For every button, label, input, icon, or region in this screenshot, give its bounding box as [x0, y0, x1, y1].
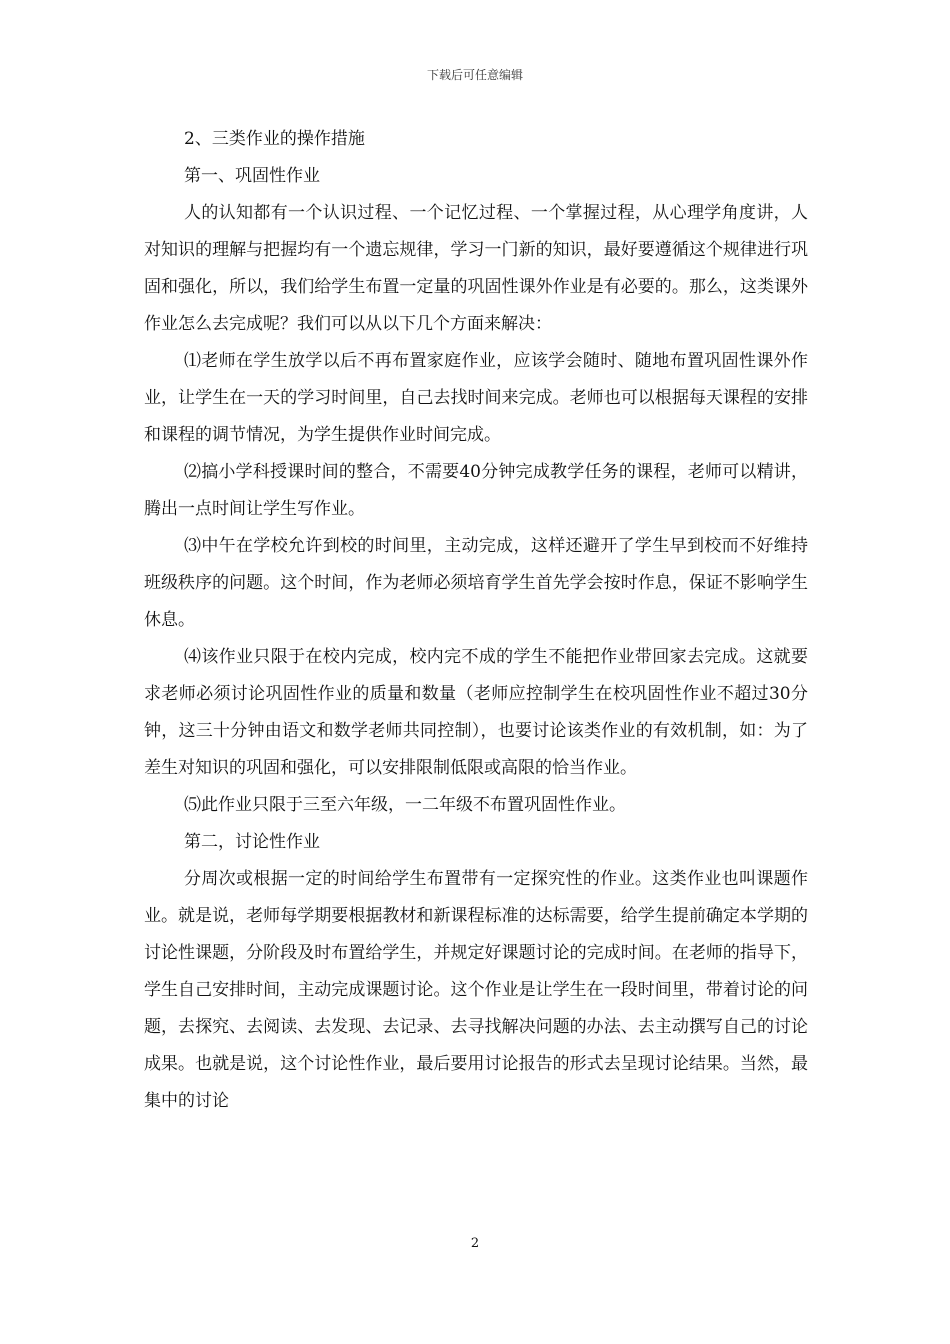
list-item-1: ⑴老师在学生放学以后不再布置家庭作业，应该学会随时、随地布置巩固性课外作业，让学生在一天的学习时间里，自己去找时间来完成。老师也可以根据每天课程的安排和课程的调节情况，为学生提供作业时间完成。 — [144, 351, 808, 445]
paragraph-intro: 人的认知都有一个认识过程、一个记忆过程、一个掌握过程，从心理学角度讲，人对知识的理解与把握均有一个遗忘规律，学习一门新的知识，最好要遵循这个规律进行巩固和强化，所以，我们给学生布置一定量的巩固性课外作业是有必要的。那么，这类课外作业怎么去完成呢？我们可以从以下几个方面来解决： — [144, 203, 808, 334]
list-item-5: ⑸此作业只限于三至六年级，一二年级不布置巩固性作业。 — [184, 795, 626, 815]
list-item-2: ⑵搞小学科授课时间的整合，不需要40分钟完成教学任务的课程，老师可以精讲，腾出一点时间让学生写作业。 — [144, 462, 808, 519]
list-item-3: ⑶中午在学校允许到校的时间里，主动完成，这样还避开了学生早到校而不好维持班级秩序的问题。这个时间，作为老师必须培育学生首先学会按时作息，保证不影响学生休息。 — [144, 536, 808, 630]
paragraph-discussion: 分周次或根据一定的时间给学生布置带有一定探究性的作业。这类作业也叫课题作业。就是说，老师每学期要根据教材和新课程标准的达标需要，给学生提前确定本学期的讨论性课题，分阶段及时布置给学生，并规定好课题讨论的完成时间。在老师的指导下，学生自己安排时间，主动完成课题讨论。这个作业是让学生在一段时间里，带着讨论的问题，去探究、去阅读、去发现、去记录、去寻找解决问题的办法、去主动撰写自己的讨论成果。也就是说，这个讨论性作业，最后要用讨论报告的形式去呈现讨论结果。当然，最集中的讨论 — [144, 869, 808, 1111]
header-note: 下载后可任意编辑 — [426, 68, 523, 82]
subsection-heading-discussion: 第二，讨论性作业 — [184, 832, 320, 852]
page-number: 2 — [470, 1236, 480, 1251]
list-item-4: ⑷该作业只限于在校内完成，校内完不成的学生不能把作业带回家去完成。这就要求老师必须讨论巩固性作业的质量和数量（老师应控制学生在校巩固性作业不超过30分钟，这三十分钟由语文和数学老师共同控制），也要讨论该类作业的有效机制，如：为了差生对知识的巩固和强化，可以安排限制低限或高限的恰当作业。 — [144, 647, 808, 778]
subsection-heading-consolidation: 第一、巩固性作业 — [184, 166, 320, 186]
document-body — [144, 121, 808, 1120]
section-heading: 2、三类作业的操作措施 — [184, 129, 365, 149]
